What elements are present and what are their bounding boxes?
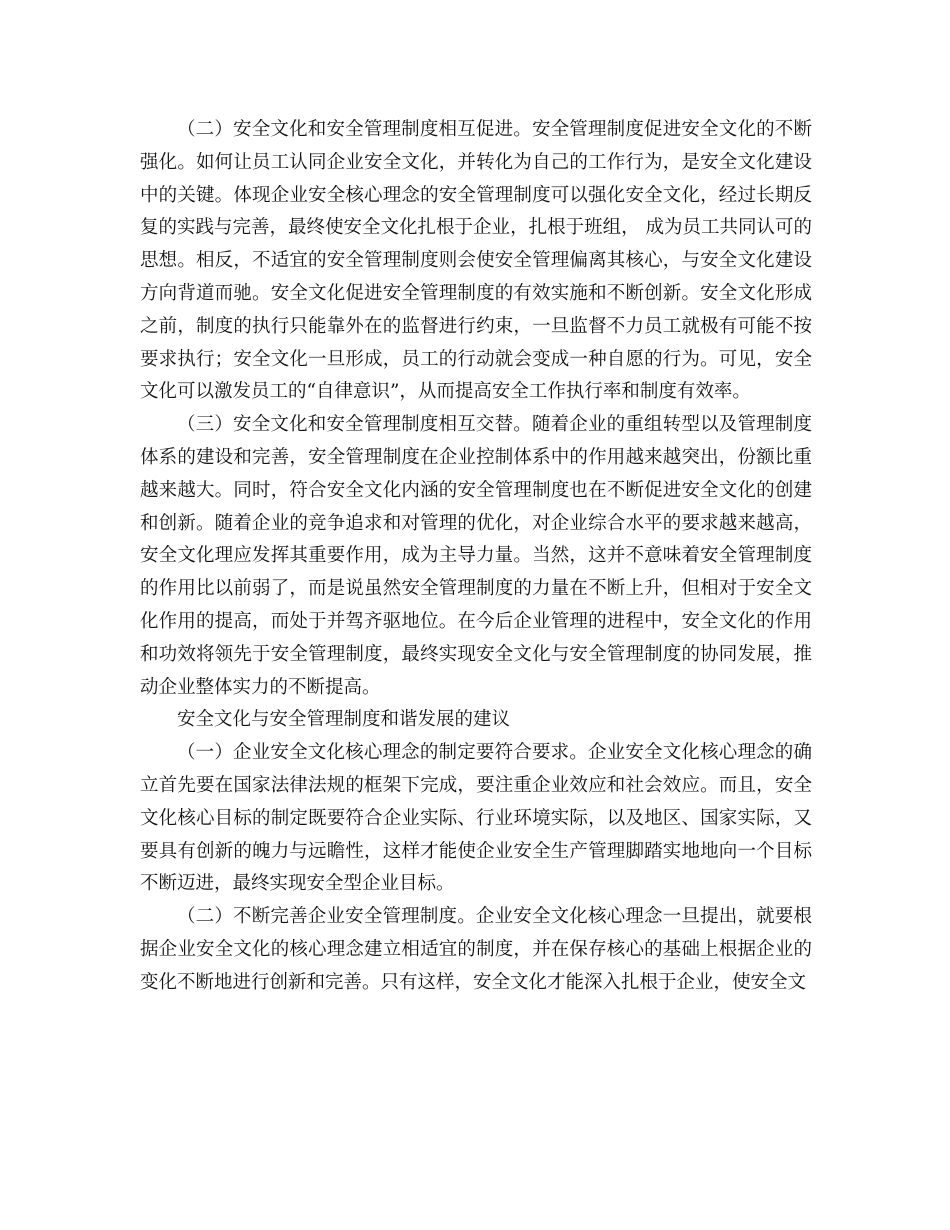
- section-heading-suggestions: 安全文化与安全管理制度和谐发展的建议: [177, 709, 511, 731]
- paragraph-improve-management-system: （二）不断完善企业安全管理制度。企业安全文化核心理念一旦提出，就要根据企业安全文化的核心理念建立相适宜的制度，并在保存核心的基础上根据企业的变化不断地进行创新和完善。只有这样，安全文化才能深入扎根于企业，使安全文: [140, 906, 812, 993]
- paragraph-safety-culture-alternation: （三）安全文化和安全管理制度相互交替。随着企业的重组转型以及管理制度体系的建设和完善，安全管理制度在企业控制体系中的作用越来越突出，份额比重越来越大。同时，符合安全文化内涵的安全管理制度也在不断促进安全文化的创建和创新。随着企业的竞争追求和对管理的优化，对企业综合水平的要求越来越高，安全文化理应发挥其重要作用，成为主导力量。当然，这并不意味着安全管理制度的作用比以前弱了，而是说虽然安全管理制度的力量在不断上升，但相对于安全文化作用的提高，而处于并驾齐驱地位。在今后企业管理的进程中，安全文化的作用和功效将领先于安全管理制度，最终实现安全文化与安全管理制度的协同发展，推动企业整体实力的不断提高。: [140, 414, 812, 698]
- document-page: [140, 114, 812, 1000]
- paragraph-safety-culture-promotion: （二）安全文化和安全管理制度相互促进。安全管理制度促进安全文化的不断强化。如何让员工认同企业安全文化，并转化为自己的工作行为，是安全文化建设中的关键。体现企业安全核心理念的安全管理制度可以强化安全文化，经过长期反复的实践与完善，最终使安全文化扎根于企业，扎根于班组， 成为员工共同认可的思想。相反，不适宜的安全管理制度则会使安全管理偏离其核心，与安全文化建设方向背道而驰。安全文化促进安全管理制度的有效实施和不断创新。安全文化形成之前，制度的执行只能靠外在的监督进行约束，一旦监督不力员工就极有可能不按要求执行；安全文化一旦形成，员工的行动就会变成一种自愿的行为。可见，安全文化可以激发员工的“自律意识”，从而提高安全工作执行率和制度有效率。: [140, 119, 812, 403]
- paragraph-core-concept: （一）企业安全文化核心理念的制定要符合要求。企业安全文化核心理念的确立首先要在国家法律法规的框架下完成，要注重企业效应和社会效应。而且，安全文化核心目标的制定既要符合企业实际、行业环境实际，以及地区、国家实际，又要具有创新的魄力与远瞻性，这样才能使企业安全生产管理脚踏实地地向一个目标不断迈进，最终实现安全型企业目标。: [140, 742, 812, 895]
